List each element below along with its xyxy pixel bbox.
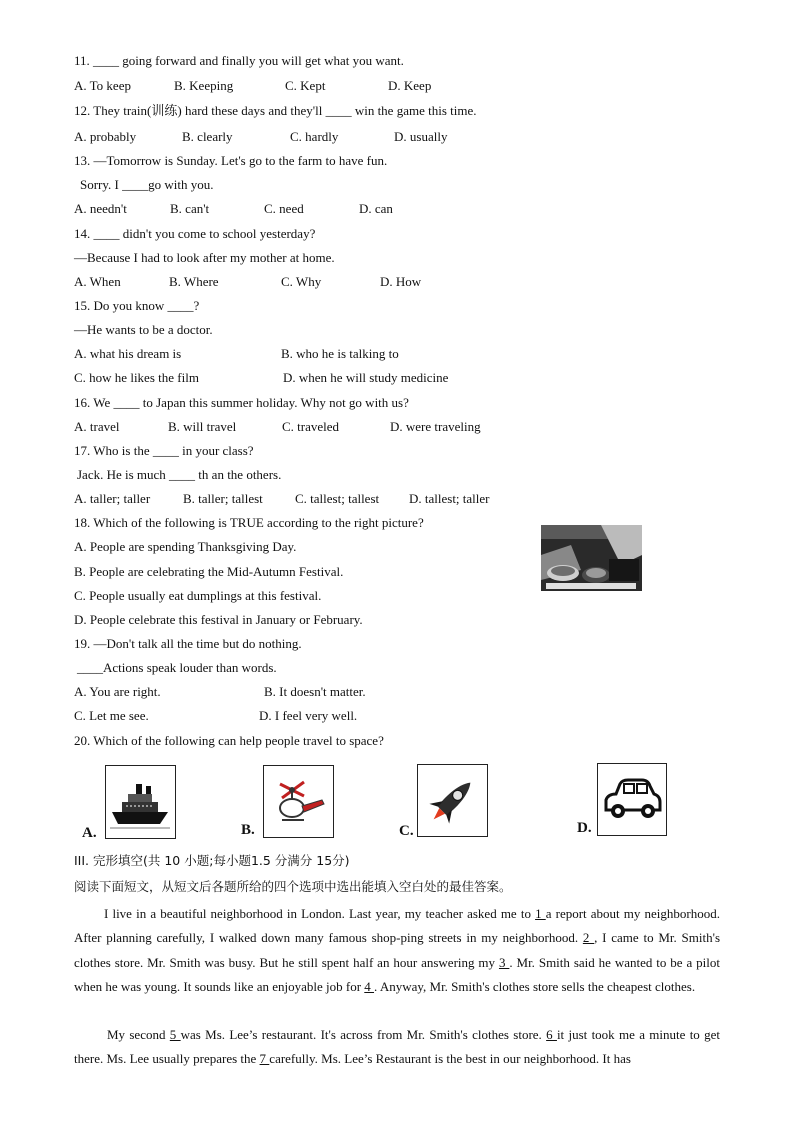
q13-option-c: C. need [264, 201, 304, 216]
q12-option-b: B. clearly [182, 129, 233, 144]
q11-option-d: D. Keep [388, 78, 432, 93]
q17-option-c: C. tallest; tallest [295, 491, 380, 506]
question-13-stem: 13. —Tomorrow is Sunday. Let's go to the farm to have fun. [74, 153, 388, 168]
q19-option-b: B. It doesn't matter. [264, 684, 366, 699]
question-15-reply: —He wants to be a doctor. [74, 322, 213, 337]
q19-option-c: C. Let me see. [74, 708, 149, 723]
q11-option-a: A. To keep [74, 78, 131, 93]
q15-option-a: A. what his dream is [74, 346, 182, 361]
q17-option-d: D. tallest; taller [409, 491, 490, 506]
q14-option-d: D. How [380, 274, 422, 289]
q14-option-a: A. When [74, 274, 121, 289]
q20-option-c-letter: C. [399, 823, 414, 839]
section-3-instruction: 阅读下面短文，从短文后各题所给的四个选项中选出能填入空白处的最佳答案。 [74, 879, 512, 894]
q16-option-d: D. were traveling [390, 419, 481, 434]
q11-option-b: B. Keeping [174, 78, 234, 93]
q13-option-a: A. needn't [74, 201, 127, 216]
q12-option-d: D. usually [394, 129, 448, 144]
q16-option-a: A. travel [74, 419, 120, 434]
q17-option-b: B. taller; tallest [183, 491, 263, 506]
rocket-icon [417, 764, 488, 837]
section-3-heading: III. 完形填空(共 10 小题;每小题1.5 分满分 15分) [74, 853, 350, 868]
ship-icon [105, 765, 176, 839]
question-11-stem: 11. ____ going forward and finally you will get what you want. [74, 53, 404, 68]
q16-option-b: B. will travel [168, 419, 237, 434]
q12-option-c: C. hardly [290, 129, 339, 144]
question-12-stem: 12. They train(训练) hard these days and they'll ____ win the game this time. [74, 103, 477, 118]
helicopter-icon [263, 765, 334, 838]
blank-5: 5 [169, 1027, 181, 1042]
question-14-reply: —Because I had to look after my mother at home. [74, 250, 335, 265]
q15-option-d: D. when he will study medicine [283, 370, 449, 385]
question-16-stem: 16. We ____ to Japan this summer holiday. Why not go with us? [74, 395, 409, 410]
q20-option-a-letter: A. [82, 825, 97, 841]
car-icon [597, 763, 667, 836]
blank-4: 4 [364, 978, 375, 994]
q18-option-b: B. People are celebrating the Mid-Autumn Festival. [74, 564, 344, 579]
question-17-stem: 17. Who is the ____ in your class? [74, 443, 254, 458]
question-14-stem: 14. ____ didn't you come to school yesterday? [74, 226, 316, 241]
q19-option-a: A. You are right. [74, 684, 161, 699]
question-19-stem: 19. —Don't talk all the time but do nothing. [74, 636, 302, 651]
question-20-stem: 20. Which of the following can help people travel to space? [74, 733, 384, 748]
q15-option-c: C. how he likes the film [74, 370, 199, 385]
blank-6: 6 [546, 1027, 557, 1042]
blank-1: 1 [535, 906, 546, 921]
q15-option-b: B. who he is talking to [281, 346, 399, 361]
question-15-stem: 15. Do you know ____? [74, 298, 200, 313]
blank-7: 7 [259, 1051, 270, 1067]
passage-paragraph-2: My second 5 was Ms. Lee’s restaurant. It's across from Mr. Smith's clothes store. 6 it just took me a minute to get there. Ms. Lee usually prepares the 7 carefully. Ms. Lee’s Restaurant is the best in our neighborhood. It has [74, 1027, 720, 1067]
question-17-reply: Jack. He is much ____ th an the others. [77, 467, 282, 482]
q18-option-a: A. People are spending Thanksgiving Day. [74, 539, 297, 554]
q20-option-b-letter: B. [241, 822, 255, 838]
blank-2: 2 [582, 930, 595, 946]
question-18-stem: 18. Which of the following is TRUE according to the right picture? [74, 515, 424, 530]
blank-3: 3 [498, 954, 510, 970]
q11-option-c: C. Kept [285, 78, 326, 93]
q14-option-c: C. Why [281, 274, 322, 289]
q13-option-b: B. can't [170, 201, 210, 216]
q12-option-a: A. probably [74, 129, 137, 144]
question-19-reply: ____Actions speak louder than words. [77, 660, 277, 675]
q14-option-b: B. Where [169, 274, 219, 289]
q17-option-a: A. taller; taller [74, 491, 151, 506]
q18-option-d: D. People celebrate this festival in January or February. [74, 612, 363, 627]
q20-option-d-letter: D. [577, 820, 592, 836]
passage-paragraph-1: I live in a beautiful neighborhood in London. Last year, my teacher asked me to 1 a report about my neighborhood. After planning carefully, I walked down many famous shop-ping streets in my neighborhood. 2 , I came to Mr. Smith's clothes store. Mr. Smith was busy. But he still spent half an hour answering my 3 . Mr. Smith said he wanted to be a pilot when he was young. It sounds like an enjoyable job for 4 . Anyway, Mr. Smith's clothes store sells the cheapest clothes. [74, 906, 721, 994]
q19-option-d: D. I feel very well. [259, 708, 358, 723]
q13-option-d: D. can [359, 201, 393, 216]
mooncake-photo [541, 525, 642, 591]
q16-option-c: C. traveled [282, 419, 340, 434]
q18-option-c: C. People usually eat dumplings at this festival. [74, 588, 322, 603]
question-13-reply: Sorry. I ____go with you. [80, 177, 214, 192]
